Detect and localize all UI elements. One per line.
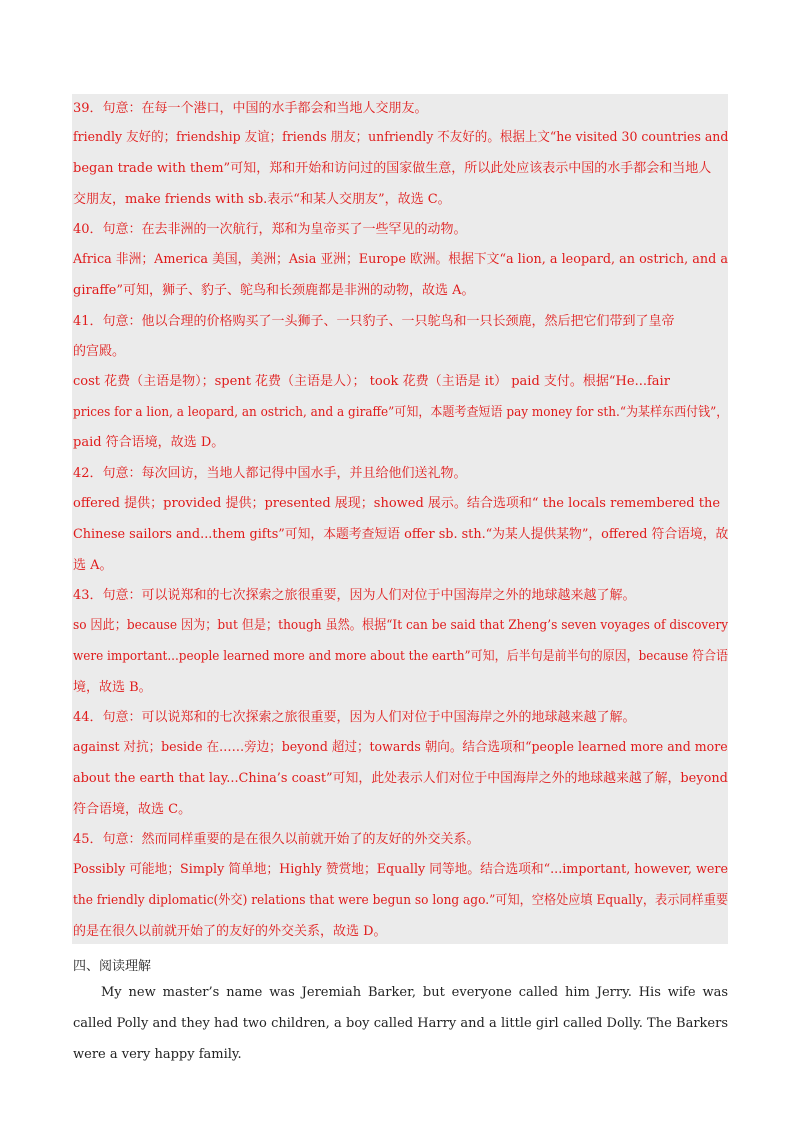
q45-line-1: Possibly 可能地；Simply 简单地；Highly 赞赏地；Equally 同等地。结合选项和“...important, however, were <box>73 862 728 877</box>
q40-line-1: Africa 非洲；America 美国，美洲；Asia 亚洲；Europe 欧洲。根据下文“a lion, a leopard, an ostrich, and a <box>73 252 728 267</box>
q45-line-3: 的是在很久以前就开始了的友好的外交关系，故选 D。 <box>73 924 387 939</box>
q41-line-1: cost 花费（主语是物）；spent 花费（主语是人）； took 花费（主语是 it） paid 支付。根据“He...fair <box>73 374 670 389</box>
q43-line-3: 境，故选 B。 <box>73 680 152 695</box>
q45-title: 45．句意：然而同样重要的是在很久以前就开始了的友好的外交关系。 <box>73 832 480 847</box>
q40-title: 40．句意：在去非洲的一次航行，郑和为皇帝买了一些罕见的动物。 <box>73 222 467 237</box>
q43-line-1: so 因此；because 因为；but 但是；though 虽然。根据“It can be said that Zheng’s seven voyages of discovery <box>73 618 729 633</box>
q40-line-2: giraffe”可知，狮子、豹子、鸵鸟和长颈鹿都是非洲的动物，故选 A。 <box>73 283 475 298</box>
q39-line-2: began trade with them”可知，郑和开始和访问过的国家做生意，所以此处应该表示中国的水手都会和当地人 <box>73 161 712 176</box>
q42-title: 42．句意：每次回访，当地人都记得中国水手，并且给他们送礼物。 <box>73 466 467 481</box>
q41-line-2: prices for a lion, a leopard, an ostrich, and a giraffe”可知，本题考查短语 pay money for sth.“为某样东西付钱”， <box>73 405 729 420</box>
q41-title-cont: 的宫殿。 <box>73 344 126 359</box>
q42-line-3: 选 A。 <box>73 558 113 573</box>
q39-line-3: 交朋友，make friends with sb.表示“和某人交朋友”，故选 C。 <box>73 192 451 207</box>
q44-title: 44．句意：可以说郑和的七次探索之旅很重要，因为人们对位于中国海岸之外的地球越来越了解。 <box>73 710 636 725</box>
q41-title: 41．句意：他以合理的价格购买了一头狮子、一只豹子、一只鸵鸟和一只长颈鹿，然后把它们带到了皇帝 <box>73 314 675 329</box>
q43-title: 43．句意：可以说郑和的七次探索之旅很重要，因为人们对位于中国海岸之外的地球越来越了解。 <box>73 588 636 603</box>
q43-line-2: were important...people learned more and more about the earth”可知，后半句是前半句的原因，because 符合语 <box>73 649 728 664</box>
reading-passage-paragraph: My new master’s name was Jeremiah Barker, but everyone called him Jerry. His wife was called Polly and they had two children, a boy called Harry and a little girl called Dolly. The Barkers were a very happy family. <box>73 985 728 1062</box>
q41-line-3: paid 符合语境，故选 D。 <box>73 435 225 450</box>
q42-line-1: offered 提供；provided 提供；presented 展现；showed 展示。结合选项和“ the locals remembered the <box>73 496 721 511</box>
q42-line-2: Chinese sailors and...them gifts”可知，本题考查短语 offer sb. sth.“为某人提供某物”，offered 符合语境，故 <box>73 527 729 542</box>
q44-line-1: against 对抗；beside 在……旁边；beyond 超过；towards 朝向。结合选项和“people learned more and more <box>73 740 728 755</box>
q39-title: 39．句意：在每一个港口，中国的水手都会和当地人交朋友。 <box>73 101 428 116</box>
q44-line-2: about the earth that lay...China’s coast”可知，此处表示人们对位于中国海岸之外的地球越来越了解，beyond <box>73 771 728 786</box>
section-heading: 四、阅读理解 <box>73 959 152 974</box>
q45-line-2: the friendly diplomatic(外交) relations that were begun so long ago.”可知，空格处应填 Equally，表示同样重要 <box>73 893 729 908</box>
q39-line-1: friendly 友好的；friendship 友谊；friends 朋友；unfriendly 不友好的。根据上文“he visited 30 countries and <box>73 130 729 145</box>
q44-line-3: 符合语境，故选 C。 <box>73 802 192 817</box>
